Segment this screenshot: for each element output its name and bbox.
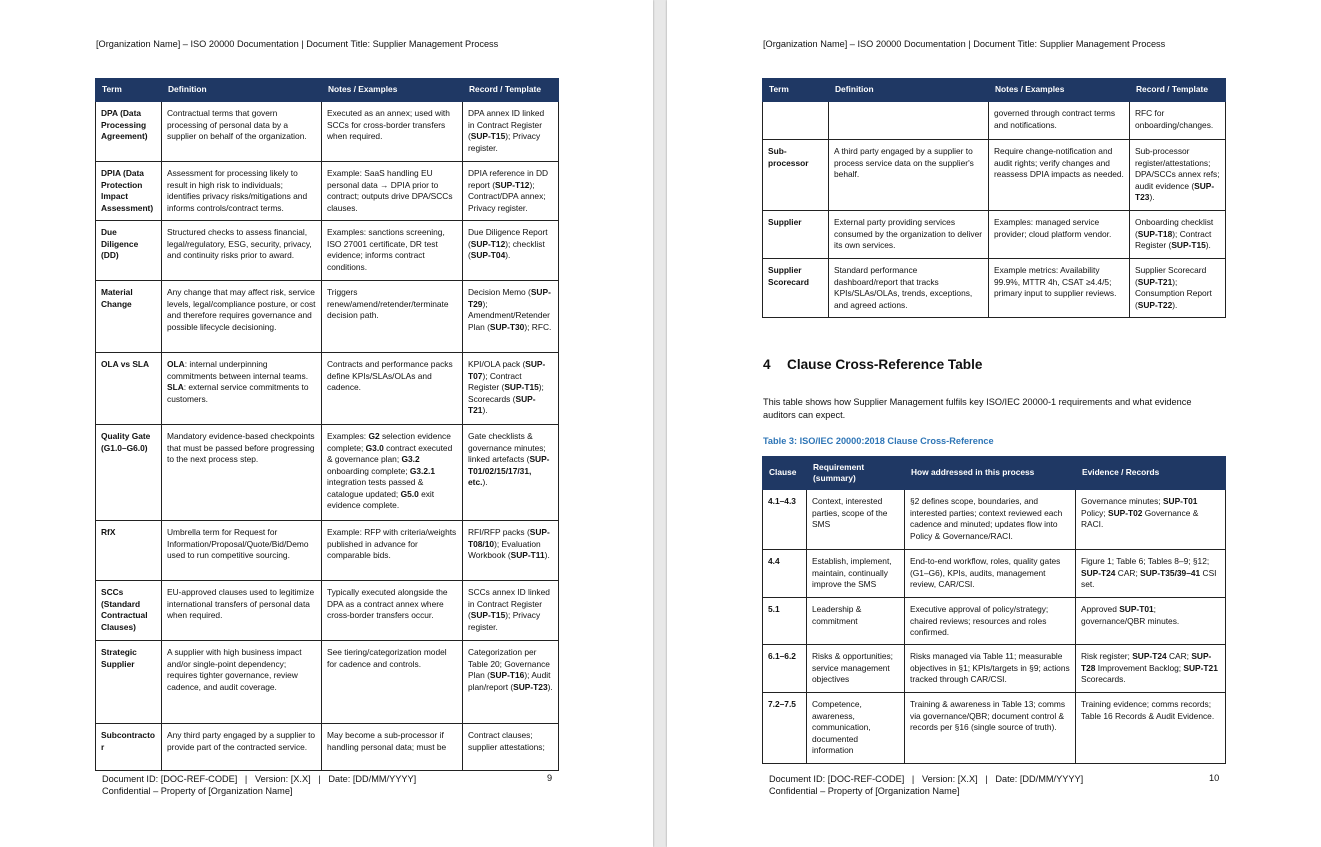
definition-cell: Structured checks to assess financial, legal/regulatory, ESG, security, privacy, and continuity risks prior to award. (162, 221, 322, 281)
section-intro: This table shows how Supplier Management fulfils key ISO/IEC 20000-1 requirements and what evidence auditors can expect. (763, 397, 1192, 420)
page-number: 10 (1209, 773, 1220, 783)
term-cell: Quality Gate (G1.0–G6.0) (96, 425, 162, 521)
term-cell: Due Diligence (DD) (96, 221, 162, 281)
term-cell: Strategic Supplier (96, 641, 162, 724)
record-cell: Decision Memo (SUP-T29); Amendment/Retender Plan (SUP-T30); RFC. (463, 281, 559, 353)
footer-confidential: Confidential – Property of [Organization Name] (769, 786, 960, 796)
definition-cell: Mandatory evidence-based checkpoints that must be passed before progressing to the next process step. (162, 425, 322, 521)
page-header: [Organization Name] – ISO 20000 Documentation | Document Title: Supplier Management Process (763, 39, 1166, 49)
how-addressed-cell: Training & awareness in Table 13; comms via governance/QBR; document control & records per §16 (single source of truth). (905, 693, 1076, 764)
how-addressed-cell: Executive approval of policy/strategy; chaired reviews; resources and roles confirmed. (905, 598, 1076, 645)
table-row (763, 259, 1226, 318)
clause-cell: 7.2–7.5 (763, 693, 807, 764)
notes-cell: Executed as an annex; used with SCCs for cross-border transfers when required. (322, 102, 463, 162)
record-cell: RFI/RFP packs (SUP-T08/10); Evaluation Workbook (SUP-T11). (463, 521, 559, 581)
header-definition: Definition (162, 79, 322, 102)
clause-cell: 6.1–6.2 (763, 645, 807, 693)
requirement-cell: Leadership & commitment (807, 598, 905, 645)
header-definition: Definition (829, 79, 989, 102)
definition-cell: Assessment for processing likely to result in high risk to individuals; identifies privacy risks/mitigations and informs controls/contract terms. (162, 162, 322, 221)
record-cell: Onboarding checklist (SUP-T18); Contract Register (SUP-T15). (1130, 211, 1226, 259)
header-term: Term (763, 79, 829, 102)
definition-cell: Any change that may affect risk, service levels, legal/compliance posture, or cost and therefore requires governance and possible lifecycle decisioning. (162, 281, 322, 353)
clause-cell: 4.4 (763, 550, 807, 598)
section-heading (763, 357, 982, 372)
clause-cell: 4.1–4.3 (763, 490, 807, 550)
section-number: 4 (763, 357, 771, 372)
table-caption: Table 3: ISO/IEC 20000:2018 Clause Cross-Reference (763, 436, 994, 446)
record-cell: RFC for onboarding/changes. (1130, 102, 1226, 140)
table-row (96, 581, 559, 641)
record-cell: SCCs annex ID linked in Contract Register (SUP-T15); Privacy register. (463, 581, 559, 641)
table-row (763, 693, 1226, 764)
record-cell: Contract clauses; supplier attestations; (463, 724, 559, 771)
term-cell: Material Change (96, 281, 162, 353)
record-cell: Sub-processor register/attestations; DPA/SCCs annex refs; audit evidence (SUP-T23). (1130, 140, 1226, 211)
table-row (96, 521, 559, 581)
table-row (96, 281, 559, 353)
term-cell: DPIA (Data Protection Impact Assessment) (96, 162, 162, 221)
table-row (96, 221, 559, 281)
record-cell: DPIA reference in DD report (SUP-T12); Contract/DPA annex; Privacy register. (463, 162, 559, 221)
definition-cell (829, 102, 989, 140)
header-requirement: Requirement (summary) (807, 457, 905, 490)
evidence-cell: Approved SUP-T01; governance/QBR minutes. (1076, 598, 1226, 645)
notes-cell: Contracts and performance packs define KPIs/SLAs/OLAs and cadence. (322, 353, 463, 425)
term-cell: Supplier Scorecard (763, 259, 829, 318)
table-row (763, 490, 1226, 550)
glossary-table-continued (762, 78, 1226, 318)
term-cell: RfX (96, 521, 162, 581)
term-cell: Supplier (763, 211, 829, 259)
definition-cell: Umbrella term for Request for Information/Proposal/Quote/Bid/Demo used to run competitive sourcing. (162, 521, 322, 581)
record-cell: Gate checklists & governance minutes; linked artefacts (SUP-T01/02/15/17/31, etc.). (463, 425, 559, 521)
requirement-cell: Establish, implement, maintain, continually improve the SMS (807, 550, 905, 598)
record-cell: Categorization per Table 20; Governance Plan (SUP-T16); Audit plan/report (SUP-T23). (463, 641, 559, 724)
table-row (96, 162, 559, 221)
definition-cell: Contractual terms that govern processing of personal data by a supplier on behalf of the organization. (162, 102, 322, 162)
section-title: Clause Cross-Reference Table (787, 357, 983, 372)
how-addressed-cell: §2 defines scope, boundaries, and interested parties; context reviewed each cadence and minuted; updates flow into Policy & Governance/RACI. (905, 490, 1076, 550)
term-cell: Subcontractor (96, 724, 162, 771)
requirement-cell: Competence, awareness, communication, documented information (807, 693, 905, 764)
footer-doc-info: Document ID: [DOC-REF-CODE] | Version: [X.X] | Date: [DD/MM/YYYY] (769, 774, 1084, 784)
clause-cross-reference-table (762, 456, 1226, 764)
table-row (96, 102, 559, 162)
evidence-cell: Training evidence; comms records; Table 16 Records & Audit Evidence. (1076, 693, 1226, 764)
page-footer (769, 773, 1083, 797)
evidence-cell: Risk register; SUP-T24 CAR; SUP-T28 Improvement Backlog; SUP-T21 Scorecards. (1076, 645, 1226, 693)
table-row (763, 211, 1226, 259)
definition-cell: A third party engaged by a supplier to process service data on the supplier's behalf. (829, 140, 989, 211)
term-cell: Sub-processor (763, 140, 829, 211)
definition-cell: EU-approved clauses used to legitimize international transfers of personal data when required. (162, 581, 322, 641)
header-notes: Notes / Examples (322, 79, 463, 102)
header-record: Record / Template (463, 79, 559, 102)
term-cell: SCCs (Standard Contractual Clauses) (96, 581, 162, 641)
record-cell: KPI/OLA pack (SUP-T07); Contract Register (SUP-T15); Scorecards (SUP-T21). (463, 353, 559, 425)
header-term: Term (96, 79, 162, 102)
table-header-row (763, 457, 1226, 490)
page-footer (102, 773, 416, 797)
table-row (96, 353, 559, 425)
notes-cell: May become a sub-processor if handling personal data; must be (322, 724, 463, 771)
term-cell: OLA vs SLA (96, 353, 162, 425)
page-number: 9 (547, 773, 553, 783)
how-addressed-cell: End-to-end workflow, roles, quality gates (G1–G6), KPIs, audits, management review, CAR/CSI. (905, 550, 1076, 598)
record-cell: DPA annex ID linked in Contract Register (SUP-T15); Privacy register. (463, 102, 559, 162)
table-header-row (763, 79, 1226, 102)
notes-cell: Examples: G2 selection evidence complete; G3.0 contract executed & governance plan; G3.2 onboarding complete; G3.2.1 integration tests passed & catalogue updated; G5.0 exit evidence complete. (322, 425, 463, 521)
notes-cell: Examples: managed service provider; cloud platform vendor. (989, 211, 1130, 259)
header-notes: Notes / Examples (989, 79, 1130, 102)
term-cell: DPA (Data Processing Agreement) (96, 102, 162, 162)
page-header: [Organization Name] – ISO 20000 Documentation | Document Title: Supplier Management Process (96, 39, 499, 49)
table-row (96, 425, 559, 521)
table-row (763, 102, 1226, 140)
clause-cell: 5.1 (763, 598, 807, 645)
notes-cell: Example metrics: Availability 99.9%, MTTR 4h, CSAT ≥4.4/5; primary input to supplier reviews. (989, 259, 1130, 318)
table-row (763, 645, 1226, 693)
table-row (763, 598, 1226, 645)
definition-cell: A supplier with high business impact and/or single-point dependency; requires tighter governance, review cadence, and audit coverage. (162, 641, 322, 724)
footer-confidential: Confidential – Property of [Organization Name] (102, 786, 293, 796)
glossary-table (95, 78, 559, 771)
header-evidence: Evidence / Records (1076, 457, 1226, 490)
evidence-cell: Governance minutes; SUP-T01 Policy; SUP-T02 Governance & RACI. (1076, 490, 1226, 550)
header-record: Record / Template (1130, 79, 1226, 102)
notes-cell: Example: SaaS handling EU personal data → DPIA prior to contract; outputs drive DPA/SCCs clauses. (322, 162, 463, 221)
notes-cell: Typically executed alongside the DPA as a contract annex where cross-border transfers occur. (322, 581, 463, 641)
definition-cell: Standard performance dashboard/report that tracks KPIs/SLAs/OLAs, trends, exceptions, and agreed actions. (829, 259, 989, 318)
notes-cell: See tiering/categorization model for cadence and controls. (322, 641, 463, 724)
definition-cell: Any third party engaged by a supplier to provide part of the contracted service. (162, 724, 322, 771)
term-cell (763, 102, 829, 140)
definition-cell: OLA: internal underpinning commitments between internal teams. SLA: external service commitments to customers. (162, 353, 322, 425)
table-row (763, 140, 1226, 211)
requirement-cell: Risks & opportunities; service management objectives (807, 645, 905, 693)
table-row (96, 724, 559, 771)
header-how: How addressed in this process (905, 457, 1076, 490)
table-row (763, 550, 1226, 598)
how-addressed-cell: Risks managed via Table 11; measurable objectives in §1; KPIs/targets in §9; actions tracked through CAR/CSI. (905, 645, 1076, 693)
notes-cell: Triggers renew/amend/retender/terminate decision path. (322, 281, 463, 353)
footer-doc-info: Document ID: [DOC-REF-CODE] | Version: [X.X] | Date: [DD/MM/YYYY] (102, 774, 417, 784)
notes-cell: Example: RFP with criteria/weights published in advance for comparable bids. (322, 521, 463, 581)
table-row (96, 641, 559, 724)
record-cell: Supplier Scorecard (SUP-T21); Consumption Report (SUP-T22). (1130, 259, 1226, 318)
notes-cell: Require change-notification and audit rights; verify changes and reassess DPIA impacts as needed. (989, 140, 1130, 211)
notes-cell: Examples: sanctions screening, ISO 27001 certificate, DR test evidence; informs contract conditions. (322, 221, 463, 281)
evidence-cell: Figure 1; Table 6; Tables 8–9; §12; SUP-T24 CAR; SUP-T35/39–41 CSI set. (1076, 550, 1226, 598)
record-cell: Due Diligence Report (SUP-T12); checklist (SUP-T04). (463, 221, 559, 281)
requirement-cell: Context, interested parties, scope of the SMS (807, 490, 905, 550)
header-clause: Clause (763, 457, 807, 490)
notes-cell: governed through contract terms and notifications. (989, 102, 1130, 140)
document-page-9 (0, 0, 653, 847)
table-header-row (96, 79, 559, 102)
definition-cell: External party providing services consumed by the organization to deliver its own services. (829, 211, 989, 259)
